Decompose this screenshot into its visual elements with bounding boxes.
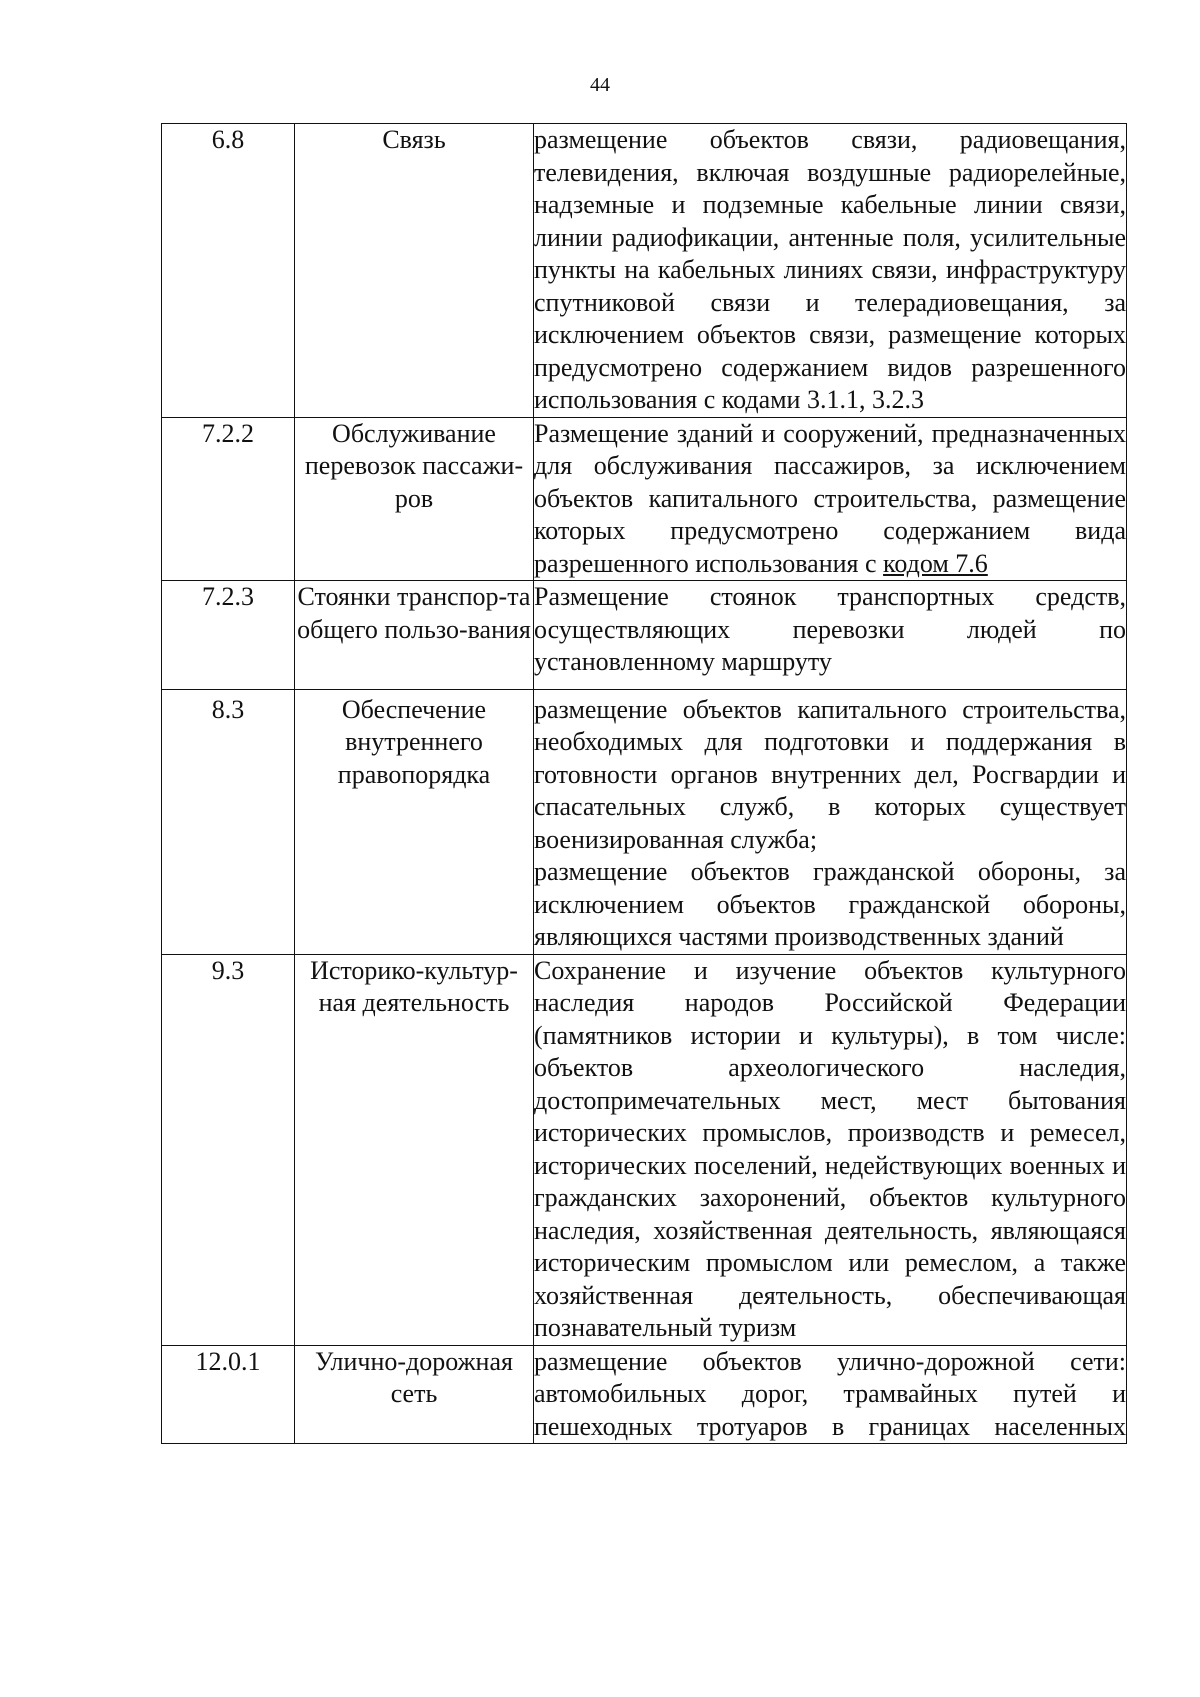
description-cell [534,417,1127,581]
code-cell: 7.2.3 [162,581,295,690]
description-cell [534,954,1127,1345]
page-number: 44 [590,74,610,96]
description-cell [534,689,1127,954]
name-cell: Обслуживание перевозок пассажи-ров [295,417,534,581]
description-text: размещение объектов капитального строительства, необходимых для подготовки и поддержания в готовности органов внутренних дел, Росгвардии и спасательных служб, в которых существует военизированная служба; [534,694,1126,854]
code-cell: 9.3 [162,954,295,1345]
land-use-table [161,123,1127,1444]
description-text: Размещение стоянок транспортных средств, осуществляющих перевозки людей по установленному маршруту [534,582,1126,676]
description-text: Сохранение и изучение объектов культурного наследия народов Российской Федерации (памятников истории и культуры), в том числе: объектов археологического наследия, достопримечательных мест, мест бытования исторических промыслов, производств и ремесел, исторических поселений, недействующих военных и гражданских захоронений, объектов культурного наследия, хозяйственная деятельность, являющаяся историческим промыслом или ремеслом, а также хозяйственная деятельность, обеспечивающая познавательный туризм [534,955,1126,1342]
table-row [162,581,1127,690]
description-text: размещение объектов улично-дорожной сети: автомобильных дорог, трамвайных путей и пешеходных тротуаров в границах населенных [534,1346,1126,1441]
name-cell: Обеспечение внутреннего правопорядка [295,689,534,954]
code-cell: 6.8 [162,124,295,418]
code-cell: 8.3 [162,689,295,954]
name-cell: Стоянки транспор-та общего пользо-вания [295,581,534,690]
code-cell: 7.2.2 [162,417,295,581]
code-reference-link[interactable]: кодом 7.6 [883,548,988,578]
description-cell [534,1345,1127,1444]
table-row [162,417,1127,581]
description-main: Размещение зданий и сооружений, предназначенных для обслуживания пассажиров, за исключением объектов капитального строительства, размещение которых предусмотрено содержанием вида разрешенного использования с [534,418,1126,578]
table-row [162,1345,1127,1444]
description-cell [534,581,1127,690]
table-row [162,689,1127,954]
name-cell: Улично-дорожная сеть [295,1345,534,1444]
description-text: размещение объектов гражданской обороны, за исключением объектов гражданской обороны, являющихся частями производственных зданий [534,857,1126,951]
table-row [162,954,1127,1345]
description-text: размещение объектов связи, радиовещания, телевидения, включая воздушные радиорелейные, надземные и подземные кабельные линии связи, линии радиофикации, антенные поля, усилительные пункты на кабельных линиях связи, инфраструктуру спутниковой связи и телерадиовещания, за исключением объектов связи, размещение которых предусмотрено содержанием видов разрешенного использования с кодами 3.1.1, 3.2.3 [534,125,1126,414]
table-row [162,124,1127,418]
description-cell [534,124,1127,418]
name-cell: Историко-культур-ная деятельность [295,954,534,1345]
description-text [534,418,1126,581]
code-cell: 12.0.1 [162,1345,295,1444]
name-cell: Связь [295,124,534,418]
